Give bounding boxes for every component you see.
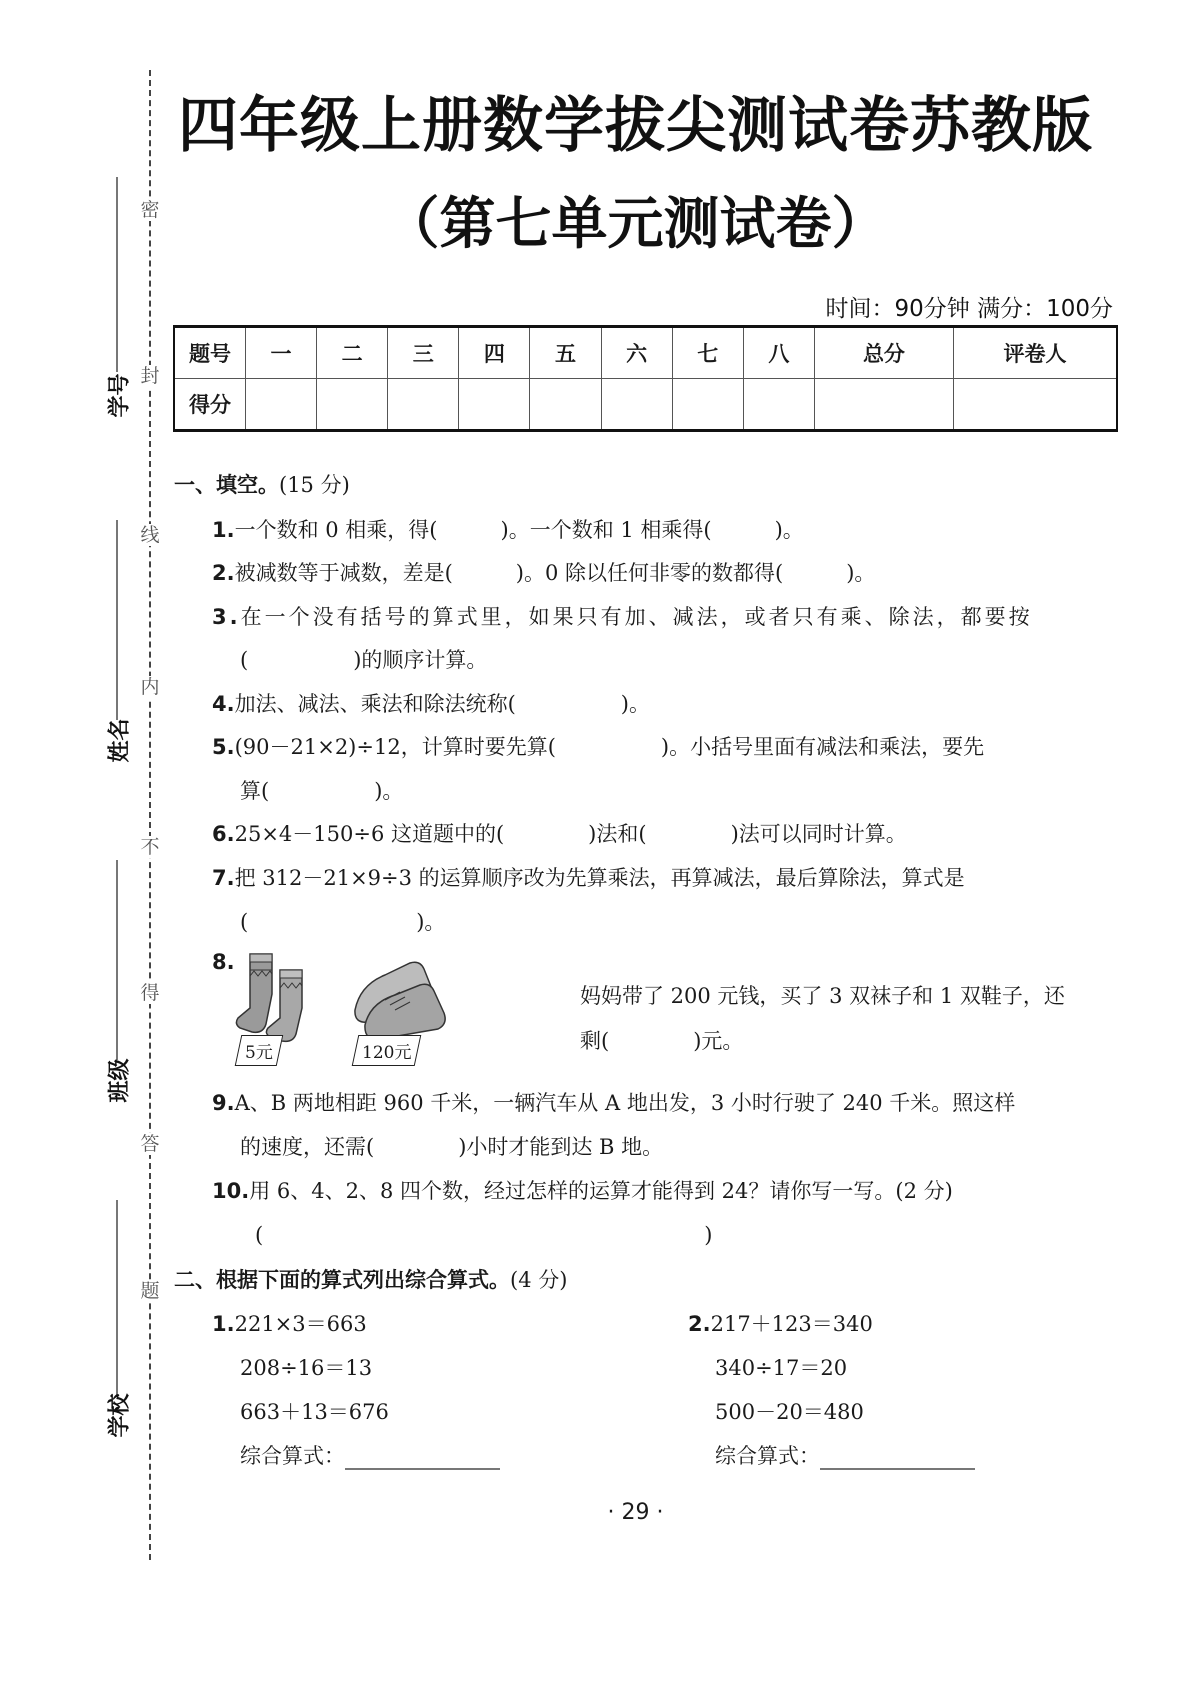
question-9: 9.A、B 两地相距 960 千米，一辆汽车从 A 地出发，3 小时行驶了 240 千米。照这样 [212, 1091, 1016, 1115]
header-cell: 总分 [814, 327, 953, 379]
section-points: (4 分) [510, 1268, 568, 1292]
shoes-image [345, 955, 455, 1040]
score-cell[interactable] [388, 379, 459, 431]
seal-char: 内 [140, 676, 160, 698]
school-field[interactable] [116, 1200, 118, 1395]
score-table-header-row [174, 327, 1117, 379]
header-cell: 六 [601, 327, 672, 379]
score-table-score-row [174, 379, 1117, 431]
section-points: (15 分) [279, 473, 350, 497]
seal-char: 题 [140, 1280, 160, 1302]
name-label: 姓名 [106, 718, 133, 763]
header-cell: 四 [459, 327, 530, 379]
seal-char: 得 [140, 982, 160, 1004]
question-5-continued: 算( )。 [240, 779, 404, 803]
question-1: 1.一个数和 0 相乘，得( )。一个数和 1 相乘得( )。 [212, 518, 804, 542]
socks-price-tag: 5元 [235, 1035, 283, 1066]
question-9-continued: 的速度，还需( )小时才能到达 B 地。 [240, 1135, 664, 1159]
question-7: 7.把 312－21×9÷3 的运算顺序改为先算乘法，再算减法，最后算除法，算式是 [212, 866, 965, 890]
question-8-text: 妈妈带了 200 元钱，买了 3 双袜子和 1 双鞋子，还 [580, 984, 1065, 1008]
seal-char: 密 [140, 199, 160, 221]
group-1-line-1: 1.221×3＝663 [212, 1312, 367, 1336]
group-1-line-2: 208÷16＝13 [240, 1356, 373, 1380]
question-7-continued: ( )。 [240, 910, 446, 934]
seal-dashed-line [149, 70, 151, 1560]
group-2-answer: 综合算式： [715, 1440, 975, 1470]
question-2: 2.被减数等于减数，差是( )。0 除以任何非零的数都得( )。 [212, 561, 876, 585]
class-field[interactable] [116, 860, 118, 1060]
name-field[interactable] [116, 520, 118, 720]
section-2-heading [174, 1264, 567, 1294]
page-subtitle: （第七单元测试卷） [383, 192, 888, 257]
header-cell: 一 [246, 327, 317, 379]
score-table [173, 325, 1118, 432]
page-number: · 29 · [607, 1500, 664, 1525]
score-cell[interactable] [459, 379, 530, 431]
section-title: 二、根据下面的算式列出综合算式。 [174, 1267, 510, 1292]
question-10-answer-blank[interactable]: ( ) [255, 1223, 713, 1247]
question-8-continued: 剩( )元。 [580, 1029, 744, 1053]
score-cell[interactable] [246, 379, 317, 431]
class-label: 班级 [106, 1058, 133, 1103]
question-6: 6.25×4－150÷6 这道题中的( )法和( )法可以同时计算。 [212, 822, 907, 846]
socks-image [232, 950, 322, 1045]
question-3: 3.在一个没有括号的算式里，如果只有加、减法，或者只有乘、除法，都要按 [212, 605, 1033, 629]
header-cell: 评卷人 [954, 327, 1118, 379]
group-2-line-2: 340÷17＝20 [715, 1356, 848, 1380]
seal-char: 线 [140, 524, 160, 546]
seal-char: 不 [140, 836, 160, 858]
group-1-answer: 综合算式： [240, 1440, 500, 1470]
group-1-line-3: 663＋13＝676 [240, 1400, 389, 1424]
group-1-answer-blank[interactable] [345, 1448, 500, 1470]
seal-char: 封 [140, 365, 160, 387]
score-cell[interactable] [672, 379, 743, 431]
group-2-line-1: 2.217＋123＝340 [688, 1312, 873, 1336]
question-8-number: 8. [212, 950, 235, 974]
question-3-continued: ( )的顺序计算。 [240, 648, 488, 672]
header-cell: 二 [317, 327, 388, 379]
score-cell[interactable] [601, 379, 672, 431]
score-cell[interactable] [954, 379, 1118, 431]
group-2-line-3: 500－20＝480 [715, 1400, 864, 1424]
score-cell[interactable] [814, 379, 953, 431]
score-row-label: 得分 [174, 379, 246, 431]
shoes-price-tag: 120元 [352, 1035, 422, 1066]
page-title: 四年级上册数学拔尖测试卷苏教版 [178, 91, 1093, 161]
question-5: 5.(90－21×2)÷12，计算时要先算( )。小括号里面有减法和乘法，要先 [212, 735, 985, 759]
question-4: 4.加法、减法、乘法和除法统称( )。 [212, 692, 650, 716]
seal-char: 答 [140, 1133, 160, 1155]
school-label: 学校 [106, 1393, 133, 1438]
header-cell: 三 [388, 327, 459, 379]
score-cell[interactable] [743, 379, 814, 431]
student-id-label: 学号 [106, 373, 133, 418]
exam-time-score: 时间：90分钟 满分：100分 [825, 296, 1113, 322]
score-cell[interactable] [317, 379, 388, 431]
section-1-heading [174, 469, 350, 499]
section-title: 一、填空。 [174, 472, 279, 497]
question-10: 10.用 6、4、2、8 四个数，经过怎样的运算才能得到 24？请你写一写。(2 分) [212, 1179, 953, 1203]
header-cell: 八 [743, 327, 814, 379]
score-cell[interactable] [530, 379, 601, 431]
header-cell: 七 [672, 327, 743, 379]
group-2-answer-blank[interactable] [820, 1448, 975, 1470]
header-cell: 五 [530, 327, 601, 379]
header-cell: 题号 [174, 327, 246, 379]
